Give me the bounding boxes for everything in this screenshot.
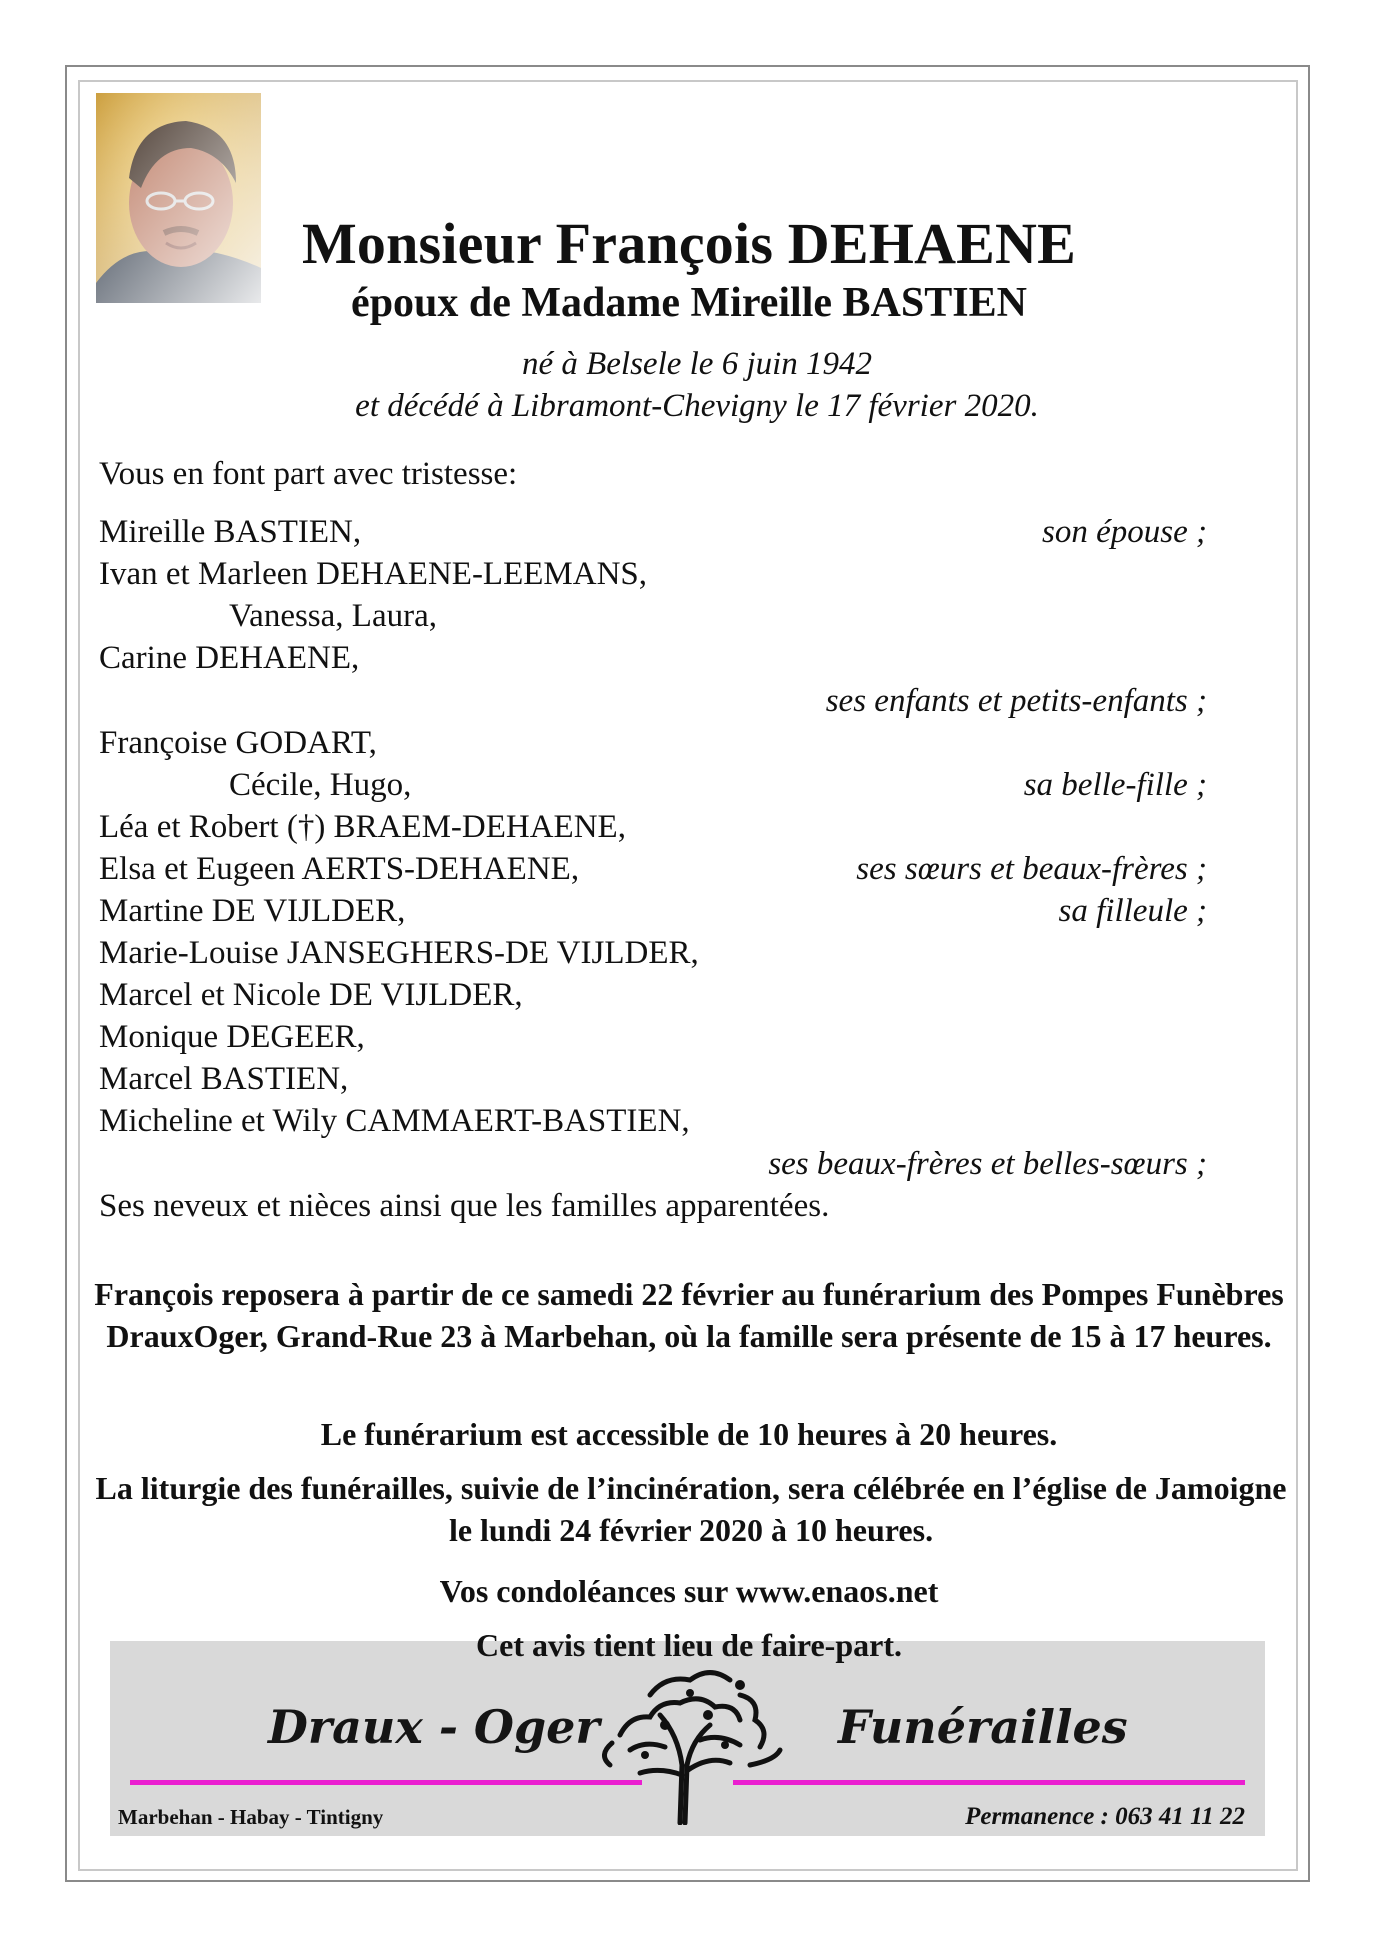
spouse-line: époux de Madame Mireille BASTIEN xyxy=(351,280,1027,326)
relative-row xyxy=(99,725,1207,765)
phone-number: Permanence : 063 41 11 22 xyxy=(965,1803,1245,1830)
liturgy-notice: La liturgie des funérailles, suivie de l’incinération, sera célébrée en l’église de Jamoigne le lundi 24 février 2020 à 10 heures. xyxy=(95,1470,1287,1548)
condolences-notice: Vos condoléances sur www.enaos.net xyxy=(439,1573,939,1609)
death-line: et décédé à Libramont-Chevigny le 17 février 2020. xyxy=(355,388,1039,424)
relative-row xyxy=(99,767,1207,807)
intro-text: Vous en font part avec tristesse: xyxy=(99,456,518,492)
funerarium-hours: Le funérarium est accessible de 10 heures à 20 heures. xyxy=(320,1416,1058,1452)
brand-service: Funérailles xyxy=(838,1700,1128,1754)
relative-name: Ivan et Marleen DEHAENE-LEEMANS, xyxy=(99,556,648,592)
tree-logo-icon xyxy=(590,1655,790,1825)
relative-name: Marcel BASTIEN, xyxy=(99,1061,349,1097)
relative-row xyxy=(99,935,1207,975)
relative-name: Monique DEGEER, xyxy=(99,1019,365,1055)
accent-rule-right xyxy=(733,1780,1245,1785)
relative-name: Elsa et Eugeen AERTS-DEHAENE, xyxy=(99,851,580,887)
relative-name: Cécile, Hugo, xyxy=(229,767,412,803)
relative-relation: ses sœurs et beaux-frères ; xyxy=(856,851,1207,887)
relative-name: Carine DEHAENE, xyxy=(99,640,360,676)
brand-name: Draux - Oger xyxy=(268,1700,600,1754)
closing-line: Cet avis tient lieu de faire-part. xyxy=(476,1627,902,1663)
relative-name: Françoise GODART, xyxy=(99,725,377,761)
relative-row xyxy=(99,809,1207,849)
deceased-name: Monsieur François DEHAENE xyxy=(301,211,1077,276)
relative-row xyxy=(99,1188,1207,1228)
relative-row xyxy=(99,556,1207,596)
relative-relation: son épouse ; xyxy=(1042,514,1207,550)
relative-name: Martine DE VIJLDER, xyxy=(99,893,406,929)
relative-name: Marcel et Nicole DE VIJLDER, xyxy=(99,977,523,1013)
relative-row xyxy=(99,893,1207,933)
towns-list: Marbehan - Habay - Tintigny xyxy=(118,1805,384,1829)
relative-name: Marie-Louise JANSEGHERS-DE VIJLDER, xyxy=(99,935,699,971)
relative-row xyxy=(99,851,1207,891)
relative-relation: sa belle-fille ; xyxy=(1023,767,1207,803)
relative-row xyxy=(99,977,1207,1017)
relative-relation: sa filleule ; xyxy=(1058,893,1207,929)
relative-row xyxy=(99,1061,1207,1101)
relative-name: Micheline et Wily CAMMAERT-BASTIEN, xyxy=(99,1103,690,1139)
relative-name: Léa et Robert (†) BRAEM-DEHAENE, xyxy=(99,809,626,845)
relative-row xyxy=(99,1019,1207,1059)
relative-name: Vanessa, Laura, xyxy=(229,598,437,634)
birth-line: né à Belsele le 6 juin 1942 xyxy=(521,346,873,382)
visitation-notice: François reposera à partir de ce samedi 22 février au funérarium des Pompes Funèbres DrauxOger, Grand-Rue 23 à Marbehan, où la famille sera présente de 15 à 17 heures. xyxy=(94,1276,1284,1354)
relative-relation: ses beaux-frères et belles-sœurs ; xyxy=(768,1146,1207,1182)
relative-row xyxy=(99,514,1207,554)
relative-relation: ses enfants et petits-enfants ; xyxy=(825,683,1207,719)
relative-row xyxy=(99,683,1207,723)
relative-row xyxy=(99,1103,1207,1143)
accent-rule-left xyxy=(130,1780,642,1785)
relative-row xyxy=(99,1146,1207,1186)
relative-name: Mireille BASTIEN, xyxy=(99,514,362,550)
relative-row xyxy=(99,598,1207,638)
relative-row xyxy=(99,640,1207,680)
relative-name: Ses neveux et nièces ainsi que les familles apparentées. xyxy=(99,1188,830,1224)
